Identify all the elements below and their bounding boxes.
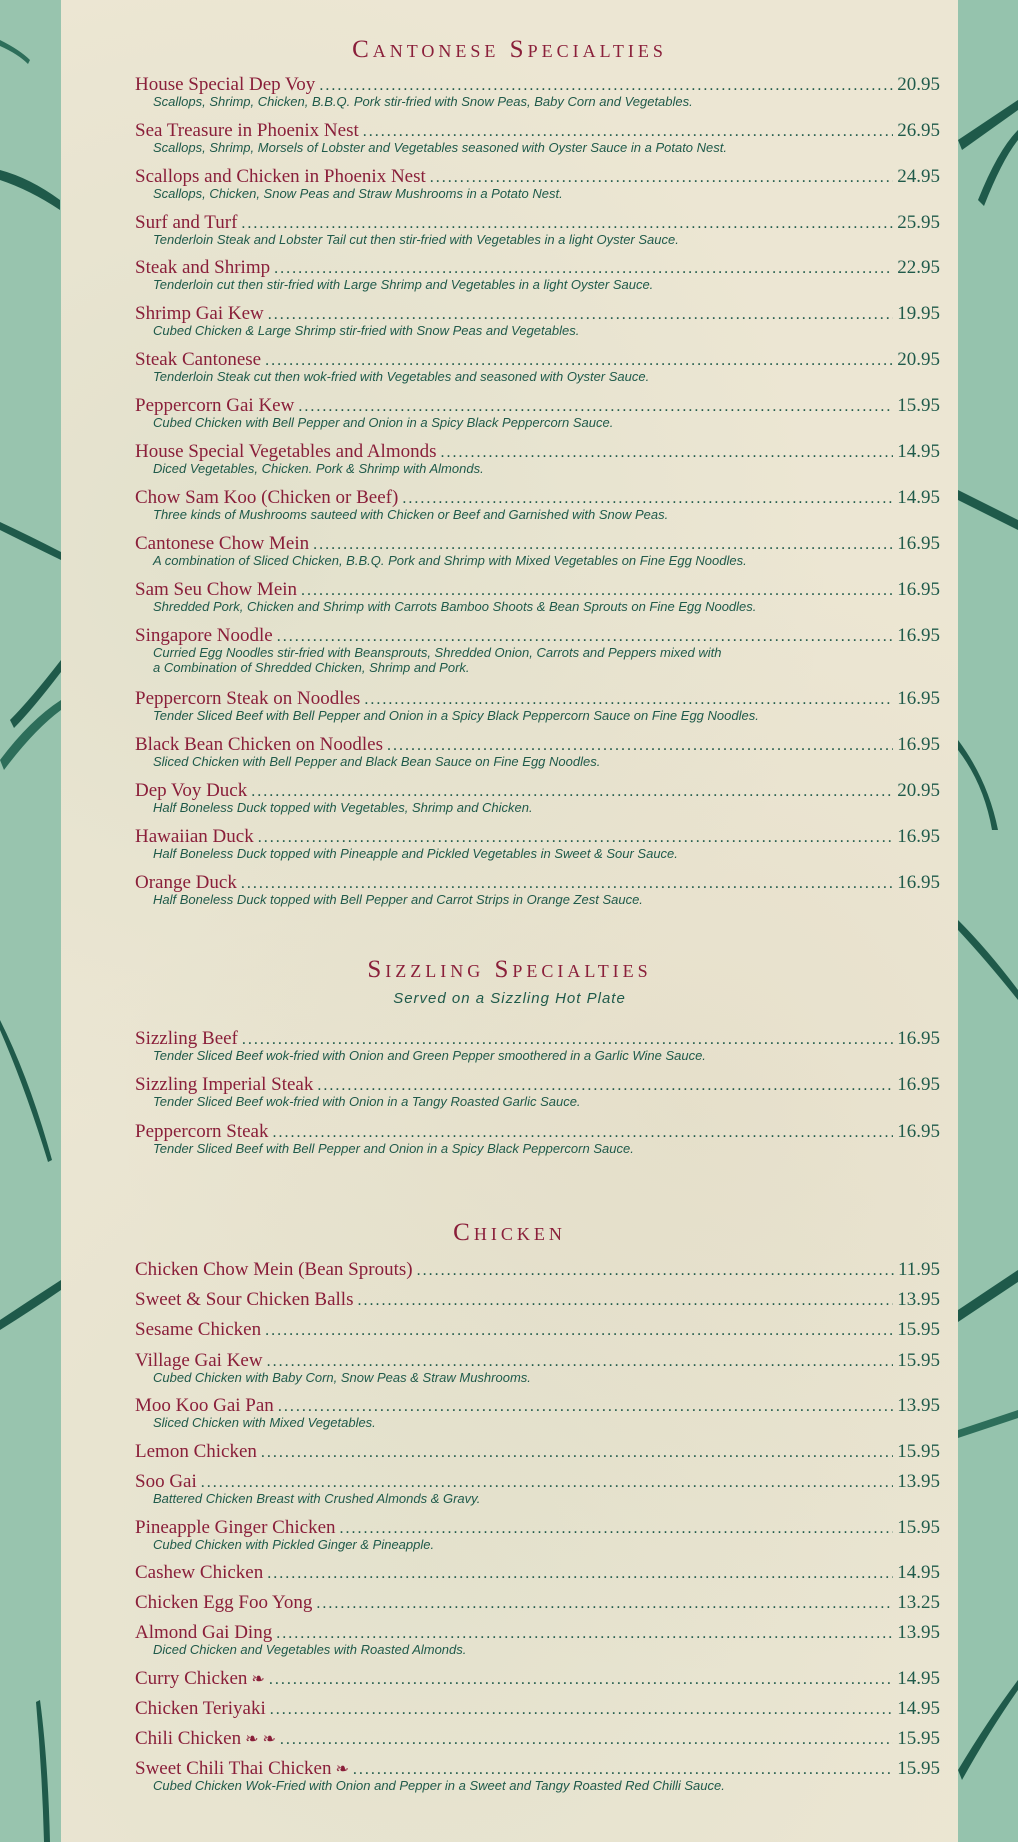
menu-item-row — [135, 1517, 940, 1539]
dish-description: Sliced Chicken with Mixed Vegetables. — [153, 1415, 376, 1430]
menu-item-row — [135, 1121, 940, 1143]
dish-price: 13.25 — [897, 1592, 940, 1613]
menu-item-row — [135, 1259, 940, 1281]
dish-price: 15.95 — [897, 1758, 940, 1779]
menu-item — [135, 1562, 940, 1584]
menu-item-row — [135, 872, 940, 894]
menu-item — [135, 120, 940, 155]
dish-name: Sam Seu Chow Mein — [135, 579, 298, 600]
dish-name: Dep Voy Duck — [135, 780, 248, 801]
dish-price: 16.95 — [897, 872, 940, 893]
dish-name: Steak Cantonese — [135, 349, 262, 370]
menu-item — [135, 579, 940, 614]
dish-name: Chicken Egg Foo Yong — [135, 1592, 313, 1613]
dish-price: 16.95 — [897, 1121, 940, 1142]
dish-description: Half Boneless Duck topped with Bell Pepper and Carrot Strips in Orange Zest Sauce. — [153, 892, 643, 907]
dish-name: Hawaiian Duck — [135, 826, 254, 847]
dot-leader — [278, 1398, 893, 1416]
dot-leader — [251, 783, 893, 801]
menu-item — [135, 780, 940, 815]
dot-leader — [267, 1565, 893, 1583]
menu-item — [135, 1395, 940, 1430]
dish-description: Scallops, Chicken, Snow Peas and Straw Mushrooms in a Potato Nest. — [153, 186, 563, 201]
dish-name: Singapore Noodle — [135, 625, 273, 646]
bamboo-leaf-decoration — [0, 0, 61, 1842]
dish-name: Sea Treasure in Phoenix Nest — [135, 120, 359, 141]
menu-item-row — [135, 688, 940, 710]
dish-name: Sizzling Imperial Steak — [135, 1074, 314, 1095]
chili-pepper-icon: ❧ — [262, 1731, 276, 1748]
menu-item-row — [135, 74, 940, 96]
dish-name: Chili Chicken — [135, 1728, 242, 1749]
menu-panel — [61, 0, 958, 1842]
dot-leader — [402, 490, 893, 508]
dish-price: 15.95 — [897, 1728, 940, 1749]
dot-leader — [258, 829, 894, 847]
right-border — [958, 0, 1018, 1842]
dish-name: Soo Gai — [135, 1471, 197, 1492]
dot-leader — [280, 1731, 893, 1749]
menu-item-row — [135, 1758, 940, 1780]
dish-description: Diced Vegetables, Chicken. Pork & Shrimp with Almonds. — [153, 461, 484, 476]
dish-price: 14.95 — [897, 441, 940, 462]
chili-pepper-icon: ❧ — [251, 1671, 265, 1688]
menu-item-row — [135, 625, 940, 647]
menu-item-row — [135, 120, 940, 142]
dish-name: Sweet & Sour Chicken Balls — [135, 1289, 354, 1310]
dish-name: Sesame Chicken — [135, 1319, 262, 1340]
dot-leader — [319, 77, 893, 95]
dish-price: 26.95 — [897, 120, 940, 141]
dot-leader — [272, 1124, 893, 1142]
menu-item-row — [135, 1350, 940, 1372]
dish-price: 13.95 — [897, 1289, 940, 1310]
menu-item — [135, 487, 940, 522]
dish-name: House Special Dep Voy — [135, 74, 316, 95]
dish-description: Tender Sliced Beef with Bell Pepper and Onion in a Spicy Black Peppercorn Sauce. — [153, 1141, 634, 1156]
dot-leader — [274, 260, 893, 278]
dot-leader — [201, 1474, 894, 1492]
section-title: Sizzling Specialties — [367, 956, 652, 983]
dish-name: Pineapple Ginger Chicken — [135, 1517, 336, 1538]
menu-item-row — [135, 1319, 940, 1341]
menu-item-row — [135, 579, 940, 601]
dot-leader — [430, 169, 893, 187]
dot-leader — [269, 1671, 893, 1689]
dish-name: Surf and Turf — [135, 212, 238, 233]
dish-description: Tender Sliced Beef wok-fried with Onion in a Tangy Roasted Garlic Sauce. — [153, 1094, 581, 1109]
dot-leader — [276, 1625, 893, 1643]
menu-item — [135, 441, 940, 476]
menu-item-row — [135, 1668, 940, 1690]
dish-description: Cubed Chicken with Bell Pepper and Onion in a Spicy Black Peppercorn Sauce. — [153, 415, 614, 430]
dot-leader — [277, 628, 894, 646]
dish-description: Scallops, Shrimp, Chicken, B.B.Q. Pork stir-fried with Snow Peas, Baby Corn and Vegetables. — [153, 94, 693, 109]
menu-item — [135, 1074, 940, 1109]
dot-leader — [261, 1444, 893, 1462]
menu-item — [135, 1350, 940, 1385]
menu-item — [135, 1121, 940, 1156]
dish-price: 15.95 — [897, 1517, 940, 1538]
menu-item-row — [135, 1592, 940, 1614]
menu-item — [135, 734, 940, 769]
menu-item — [135, 166, 940, 201]
dot-leader — [265, 352, 893, 370]
dot-leader — [268, 306, 893, 324]
menu-item — [135, 688, 940, 723]
dish-description: Cubed Chicken with Baby Corn, Snow Peas & Straw Mushrooms. — [153, 1370, 531, 1385]
menu-item — [135, 1028, 940, 1063]
menu-item-row — [135, 166, 940, 188]
dish-price: 16.95 — [897, 1074, 940, 1095]
dish-description: Half Boneless Duck topped with Vegetables, Shrimp and Chicken. — [153, 800, 533, 815]
bamboo-leaf-decoration — [958, 0, 1018, 1842]
dish-name: Steak and Shrimp — [135, 257, 271, 278]
dish-price: 14.95 — [897, 1698, 940, 1719]
dot-leader — [340, 1520, 894, 1538]
dish-price: 14.95 — [897, 1562, 940, 1583]
menu-item — [135, 872, 940, 907]
chili-pepper-icon: ❧ — [245, 1731, 259, 1748]
dish-description: Cubed Chicken & Large Shrimp stir-fried with Snow Peas and Vegetables. — [153, 323, 580, 338]
menu-item-row — [135, 1395, 940, 1417]
dish-description: Diced Chicken and Vegetables with Roasted Almonds. — [153, 1642, 467, 1657]
dish-price: 14.95 — [897, 487, 940, 508]
dish-name: Chow Sam Koo (Chicken or Beef) — [135, 487, 399, 508]
dish-description: Tender Sliced Beef with Bell Pepper and Onion in a Spicy Black Peppercorn Sauce on Fine Egg Noodles. — [153, 708, 759, 723]
dish-name: Orange Duck — [135, 872, 237, 893]
dish-description: A combination of Sliced Chicken, B.B.Q. Pork and Shrimp with Mixed Vegetables on Fine Egg Noodles. — [153, 553, 747, 568]
menu-item — [135, 1517, 940, 1552]
dish-price: 13.95 — [897, 1395, 940, 1416]
menu-item — [135, 1668, 940, 1690]
menu-item-row — [135, 1028, 940, 1050]
dish-price: 15.95 — [897, 395, 940, 416]
dish-name: Peppercorn Steak — [135, 1121, 269, 1142]
dot-leader — [241, 215, 893, 233]
dish-description: Cubed Chicken Wok-Fried with Onion and Pepper in a Sweet and Tangy Roasted Red Chilli Sauce. — [153, 1778, 725, 1793]
menu-item — [135, 395, 940, 430]
dot-leader — [313, 536, 893, 554]
dish-price: 16.95 — [897, 625, 940, 646]
menu-item-row — [135, 349, 940, 371]
menu-item-row — [135, 1698, 940, 1720]
dish-name: Cantonese Chow Mein — [135, 533, 310, 554]
section-title: Cantonese Specialties — [352, 36, 667, 63]
dot-leader — [316, 1595, 893, 1613]
menu-item — [135, 1698, 940, 1720]
dot-leader — [298, 398, 893, 416]
menu-item — [135, 1592, 940, 1614]
dish-price: 16.95 — [897, 734, 940, 755]
dish-name: Cashew Chicken — [135, 1562, 264, 1583]
dish-price: 16.95 — [897, 826, 940, 847]
dish-description: Shredded Pork, Chicken and Shrimp with Carrots Bamboo Shoots & Bean Sprouts on Fine Egg Noodles. — [153, 599, 757, 614]
menu-item-row — [135, 826, 940, 848]
menu-item — [135, 257, 940, 292]
menu-item — [135, 1259, 940, 1281]
dish-name: Village Gai Kew — [135, 1350, 263, 1371]
dish-price: 24.95 — [897, 166, 940, 187]
dot-leader — [265, 1322, 893, 1340]
dish-name: Chicken Teriyaki — [135, 1698, 266, 1719]
menu-item-row — [135, 734, 940, 756]
dot-leader — [387, 737, 893, 755]
menu-item — [135, 1319, 940, 1341]
chili-pepper-icon: ❧ — [335, 1761, 349, 1778]
menu-item — [135, 349, 940, 384]
menu-item — [135, 533, 940, 568]
dot-leader — [241, 875, 893, 893]
dish-description: Tenderloin Steak and Lobster Tail cut then stir-fried with Vegetables in a light Oyster Sauce. — [153, 232, 679, 247]
dish-price: 25.95 — [897, 212, 940, 233]
dot-leader — [441, 444, 894, 462]
dish-description: Curried Egg Noodles stir-fried with Beansprouts, Shredded Onion, Carrots and Peppers mixed with a Combination of Shredded Chicken, Shrimp and Pork. — [153, 645, 722, 675]
dish-price: 20.95 — [897, 349, 940, 370]
dot-leader — [317, 1077, 893, 1095]
menu-item — [135, 1622, 940, 1657]
menu-item — [135, 212, 940, 247]
dot-leader — [364, 691, 893, 709]
dot-leader — [267, 1353, 894, 1371]
section-subtitle: Served on a Sizzling Hot Plate — [393, 990, 626, 1007]
menu-item-row — [135, 257, 940, 279]
dish-price: 15.95 — [897, 1441, 940, 1462]
dot-leader — [417, 1262, 894, 1280]
dish-price: 14.95 — [897, 1668, 940, 1689]
dish-price: 19.95 — [897, 303, 940, 324]
dish-name: Almond Gai Ding — [135, 1622, 273, 1643]
menu-item — [135, 826, 940, 861]
dish-name: Peppercorn Steak on Noodles — [135, 688, 361, 709]
dish-description: Cubed Chicken with Pickled Ginger & Pineapple. — [153, 1537, 435, 1552]
menu-item-row — [135, 441, 940, 463]
menu-item-row — [135, 533, 940, 555]
dish-price: 16.95 — [897, 579, 940, 600]
menu-item-row — [135, 303, 940, 325]
menu-item-row — [135, 1289, 940, 1311]
menu-item-row — [135, 780, 940, 802]
dish-name: Lemon Chicken — [135, 1441, 257, 1462]
section-title: Chicken — [453, 1219, 566, 1246]
menu-item-row — [135, 212, 940, 234]
dish-description: Battered Chicken Breast with Crushed Almonds & Gravy. — [153, 1491, 481, 1506]
dish-name: Moo Koo Gai Pan — [135, 1395, 274, 1416]
dot-leader — [363, 123, 893, 141]
dish-price: 16.95 — [897, 533, 940, 554]
menu-item-row — [135, 1622, 940, 1644]
dish-price: 16.95 — [897, 1028, 940, 1049]
dish-name: Curry Chicken — [135, 1668, 248, 1689]
menu-item — [135, 1441, 940, 1463]
menu-item-row — [135, 1074, 940, 1096]
dish-description: Tenderloin Steak cut then wok-fried with Vegetables and seasoned with Oyster Sauce. — [153, 369, 650, 384]
menu-item-row — [135, 1441, 940, 1463]
dish-name: Sweet Chili Thai Chicken — [135, 1758, 332, 1779]
dish-price: 20.95 — [897, 780, 940, 801]
dot-leader — [301, 582, 893, 600]
left-border — [0, 0, 61, 1842]
menu-item-row — [135, 487, 940, 509]
dish-name: Shrimp Gai Kew — [135, 303, 264, 324]
dish-name: Sizzling Beef — [135, 1028, 238, 1049]
dot-leader — [357, 1292, 893, 1310]
dish-name: Scallops and Chicken in Phoenix Nest — [135, 166, 426, 187]
menu-item — [135, 303, 940, 338]
dish-description: Sliced Chicken with Bell Pepper and Black Bean Sauce on Fine Egg Noodles. — [153, 754, 601, 769]
dish-price: 20.95 — [897, 74, 940, 95]
menu-item — [135, 625, 940, 675]
dish-price: 15.95 — [897, 1319, 940, 1340]
dish-description: Tenderloin cut then stir-fried with Large Shrimp and Vegetables in a light Oyster Sauce. — [153, 277, 654, 292]
dish-price: 13.95 — [897, 1622, 940, 1643]
menu-item-row — [135, 1562, 940, 1584]
menu-item — [135, 1758, 940, 1793]
menu-item — [135, 74, 940, 109]
dot-leader — [353, 1761, 893, 1779]
dish-price: 22.95 — [897, 257, 940, 278]
dot-leader — [242, 1031, 893, 1049]
dish-description: Tender Sliced Beef wok-fried with Onion and Green Pepper smoothered in a Garlic Wine Sauce. — [153, 1048, 706, 1063]
dot-leader — [270, 1701, 893, 1719]
menu-item — [135, 1471, 940, 1506]
dish-price: 13.95 — [897, 1471, 940, 1492]
menu-item — [135, 1289, 940, 1311]
menu-item — [135, 1728, 940, 1750]
dish-name: Chicken Chow Mein (Bean Sprouts) — [135, 1259, 413, 1280]
dish-price: 16.95 — [897, 688, 940, 709]
menu-item-row — [135, 395, 940, 417]
dish-description: Three kinds of Mushrooms sauteed with Chicken or Beef and Garnished with Snow Peas. — [153, 507, 669, 522]
dish-description: Scallops, Shrimp, Morsels of Lobster and Vegetables seasoned with Oyster Sauce in a Potato Nest. — [153, 140, 727, 155]
menu-item-row — [135, 1728, 940, 1750]
dish-price: 11.95 — [897, 1259, 940, 1280]
menu-item-row — [135, 1471, 940, 1493]
dish-name: Black Bean Chicken on Noodles — [135, 734, 384, 755]
dish-name: House Special Vegetables and Almonds — [135, 441, 437, 462]
dish-name: Peppercorn Gai Kew — [135, 395, 295, 416]
dish-price: 15.95 — [897, 1350, 940, 1371]
dish-description: Half Boneless Duck topped with Pineapple and Pickled Vegetables in Sweet & Sour Sauce. — [153, 846, 678, 861]
